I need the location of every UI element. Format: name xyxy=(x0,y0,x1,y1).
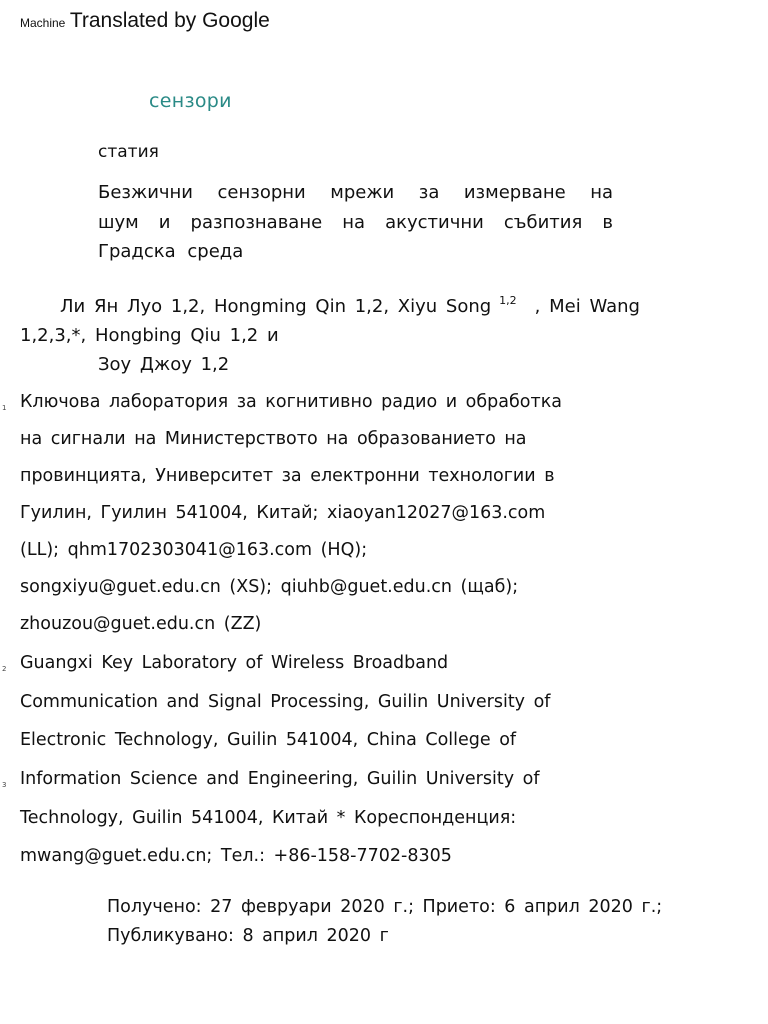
received-accepted-dates: Получено: 27 февруари 2020 г.; Прието: 6 април 2020 г.; xyxy=(107,897,663,917)
publication-dates xyxy=(107,893,662,951)
published-date: Публикувано: 8 април 2020 г xyxy=(107,926,389,946)
author-affiliation-superscript: 1,2 xyxy=(499,294,517,307)
affiliation-line: провинцията, Университет за електронни технологии в xyxy=(20,466,555,486)
affiliation-line: на сигнали на Министерството на образованието на xyxy=(20,429,527,449)
machine-translation-banner xyxy=(20,9,270,33)
affiliation-line: Guangxi Key Laboratory of Wireless Broadband xyxy=(20,653,449,673)
affiliation-line: Гуилин, Гуилин 541004, Китай; xiaoyan12027@163.com xyxy=(20,503,546,523)
affiliation-line: Information Science and Engineering, Guilin University of xyxy=(20,769,540,789)
affiliation-line: Communication and Signal Processing, Guilin University of xyxy=(20,691,551,712)
affiliation-number: 3 xyxy=(2,781,7,789)
title-line: Безжични сензорни мрежи за измерване на xyxy=(98,182,613,203)
affiliation-line: mwang@guet.edu.cn; Тел.: +86-158-7702-8305 xyxy=(20,846,452,866)
article-title xyxy=(98,178,613,267)
affiliation-number: 2 xyxy=(2,665,7,673)
author-line-tail: , Mei Wang xyxy=(534,296,640,317)
author-line-text: Ли Ян Луо 1,2, Hongming Qin 1,2, Xiyu Song xyxy=(60,296,492,317)
banner-translated-label: Translated by Google xyxy=(69,9,270,32)
affiliation-line: Electronic Technology, Guilin 541004, China College of xyxy=(20,730,517,750)
affiliation-line: Ключова лаборатория за когнитивно радио и обработка xyxy=(20,392,563,412)
title-line: Градска среда xyxy=(98,241,244,262)
affiliation-line: songxiyu@guet.edu.cn (XS); qiuhb@guet.edu.cn (щаб); xyxy=(20,577,519,597)
author-line: Зоу Джоу 1,2 xyxy=(98,354,230,375)
title-line: шум и разпознаване на акустични събития в xyxy=(98,211,613,233)
journal-name: сензори xyxy=(149,90,232,112)
affiliation-line: (LL); qhm1702303041@163.com (HQ); xyxy=(20,540,368,560)
affiliation-1 xyxy=(2,384,620,643)
affiliation-line: zhouzou@guet.edu.cn (ZZ) xyxy=(20,614,262,634)
affiliation-line: Technology, Guilin 541004, Китай * Кореспонденция: xyxy=(20,807,517,828)
article-type: статия xyxy=(98,142,159,162)
affiliation-number: 1 xyxy=(2,404,7,412)
author-line: 1,2,3,*, Hongbing Qiu 1,2 и xyxy=(20,325,279,346)
banner-machine-label: Machine xyxy=(20,16,66,30)
author-list xyxy=(20,286,690,379)
affiliation-3 xyxy=(2,760,620,876)
author-line xyxy=(20,286,690,321)
affiliation-2 xyxy=(2,644,620,760)
